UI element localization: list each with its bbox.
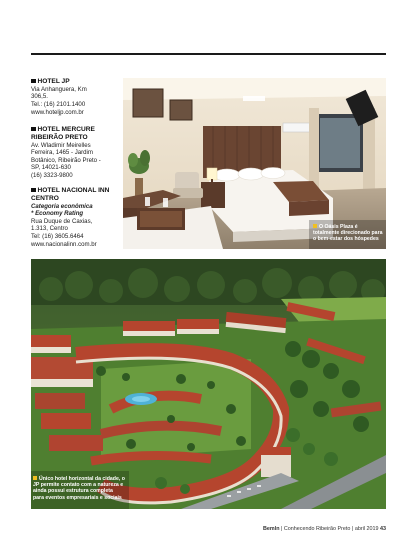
listing-name: HOTEL NACIONAL INN CENTRO xyxy=(31,187,110,202)
listing-name: HOTEL MERCURE RIBEIRÃO PRETO xyxy=(31,126,95,141)
bullet-icon xyxy=(31,79,36,84)
footer-brand: Bemln xyxy=(263,526,280,532)
listing-phone: Tel.: (16) 2101.1400 xyxy=(31,100,86,108)
listing-hotel-nacional xyxy=(31,187,121,248)
listing-line: 306,5. xyxy=(31,93,48,101)
listing-line: 1.313, Centro xyxy=(31,225,68,233)
bullet-icon xyxy=(31,127,36,132)
listing-line: Ferreira, 1465 - Jardim xyxy=(31,149,93,157)
footer-text: | Conhecendo Ribeirão Preto | abril 2019 xyxy=(281,526,379,532)
listing-name: HOTEL JP xyxy=(37,78,70,85)
listing-hotel-jp xyxy=(31,78,121,116)
page-footer xyxy=(263,526,386,532)
aerial-hotel-photo xyxy=(31,259,386,509)
listing-line: Via Anhanguera, Km xyxy=(31,85,87,93)
caption-marker-icon xyxy=(313,224,317,228)
listing-phone: (16) 3323-9800 xyxy=(31,171,73,179)
aerial-hotel-illustration xyxy=(31,259,386,509)
listing-line: Rua Duque de Caxias, xyxy=(31,217,93,225)
listing-line: Av. Wladimir Meirelles xyxy=(31,141,91,149)
aerial-photo-caption: Único hotel horizontal da cidade, o JP permite contato com a natureza e ainda possui estrutura completa para eventos empresariais e sociais xyxy=(33,476,125,501)
listing-website[interactable]: www.hoteljp.com.br xyxy=(31,108,84,116)
top-rule xyxy=(31,53,386,55)
page-number: 43 xyxy=(380,526,386,532)
listing-phone: Tel: (16) 3605.6464 xyxy=(31,232,84,240)
room-photo-caption: O Oásis Plaza é totalmente direcionado para o bem-estar dos hóspedes xyxy=(313,224,383,243)
listing-line: SP, 14021-630 xyxy=(31,164,71,172)
listing-category: Categoria econômica xyxy=(31,202,93,210)
listing-hotel-mercure xyxy=(31,126,121,180)
listing-rating: * Economy Rating xyxy=(31,210,84,218)
listing-website[interactable]: www.nacionalinn.com.br xyxy=(31,240,97,248)
listing-line: Botânico, Ribeirão Preto - xyxy=(31,156,101,164)
bullet-icon xyxy=(31,188,36,193)
caption-marker-icon xyxy=(33,476,37,480)
